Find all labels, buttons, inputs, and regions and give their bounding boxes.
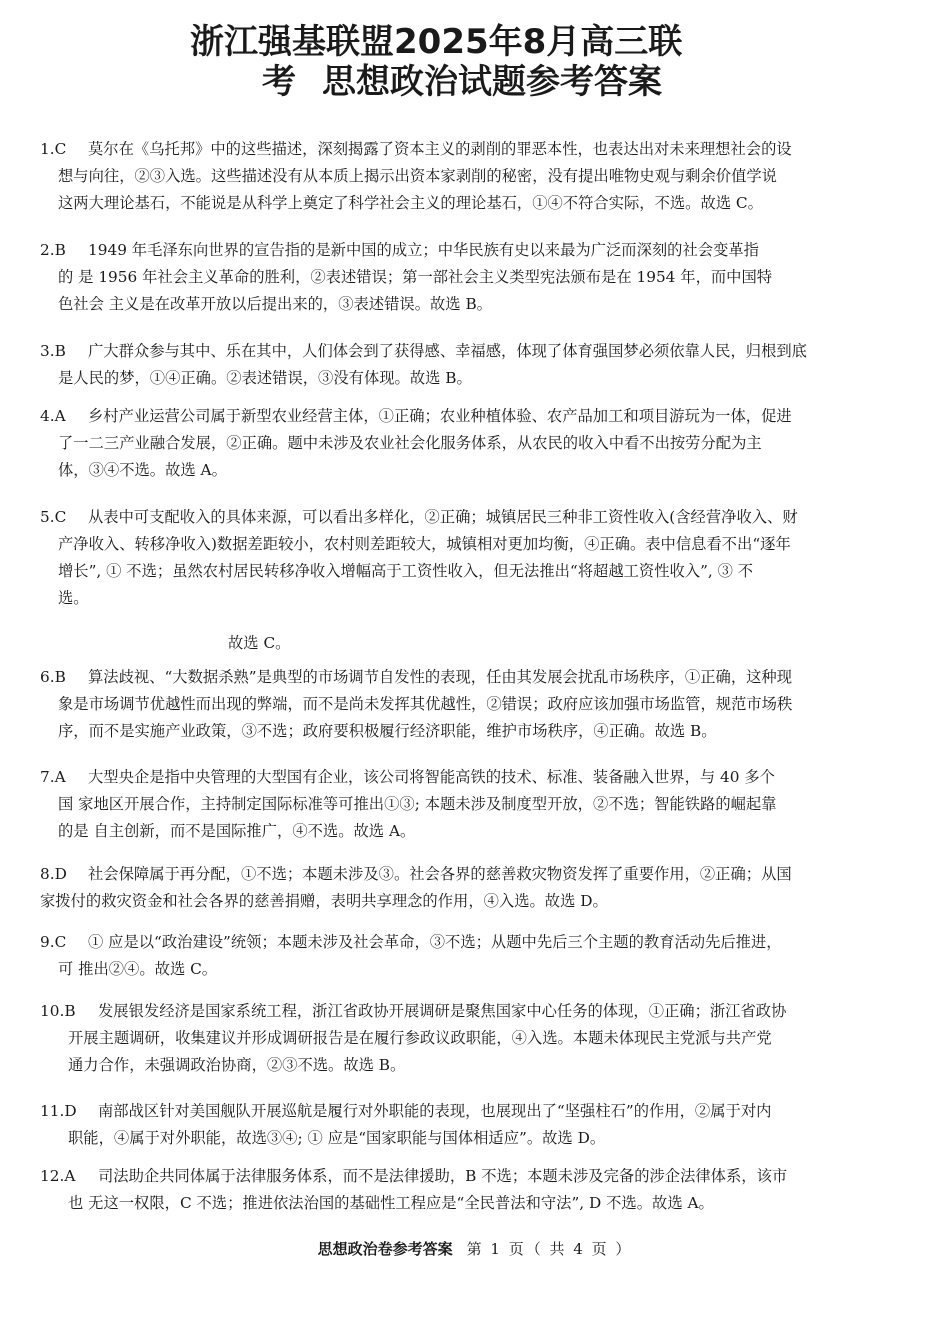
answer-text-line: 乡村产业运营公司属于新型农业经营主体，①正确；农业种植体验、农产品加工和项目游玩为一体，促进 — [88, 407, 792, 425]
answer-9 — [40, 929, 908, 983]
answer-5-conclusion: 故选 C。 — [228, 634, 291, 652]
answer-text-line: 也 无这一权限，C 不选；推进依法治国的基础性工程应是“全民普法和守法”, D 不选。故选 A。 — [68, 1194, 714, 1212]
footer-page-info: 第 1 页（ 共 4 页 ） — [466, 1240, 633, 1258]
answer-text-line: 可 推出②④。故选 C。 — [58, 960, 218, 978]
answer-text-line: 这两大理论基石，不能说是从科学上奠定了科学社会主义的理论基石，①④不符合实际，不选。故选 C。 — [58, 194, 763, 212]
answer-number: 4.A — [40, 407, 66, 425]
answer-text-line: 象是市场调节优越性而出现的弊端，而不是尚未发挥其优越性，②错误；政府应该加强市场监管，规范市场秩 — [58, 695, 793, 713]
answer-text-line: 增长”, ① 不选；虽然农村居民转移净收入增幅高于工资性收入，但无法推出“将超越工资性收入”, ③ 不 — [58, 562, 754, 580]
answer-text-line: 了一二三产业融合发展，②正确。题中未涉及农业社会化服务体系，从农民的收入中看不出按劳分配为主 — [58, 434, 762, 452]
answer-11 — [40, 1098, 908, 1152]
answer-text-line: 开展主题调研，收集建议并形成调研报告是在履行参政议政职能，④入选。本题未体现民主党派与共产党 — [68, 1029, 772, 1047]
answer-number: 12.A — [40, 1167, 76, 1185]
page-title-kao: 考 — [262, 62, 296, 102]
answer-text-line: 产净收入、转移净收入)数据差距较小，农村则差距较大，城镇相对更加均衡，④正确。表中信息看不出“逐年 — [58, 535, 791, 553]
answer-text-line: 算法歧视、“大数据杀熟”是典型的市场调节自发性的表现，任由其发展会扰乱市场秩序，①正确，这种现 — [88, 668, 793, 686]
answer-5 — [40, 504, 908, 612]
answer-number: 2.B — [40, 241, 66, 259]
answer-text-line: 选。 — [58, 589, 89, 607]
page-title-line-1: 浙江强基联盟2025年8月高三联 — [190, 22, 683, 62]
answer-text-line: 体，③④不选。故选 A。 — [58, 461, 227, 479]
answer-number: 8.D — [40, 865, 67, 883]
answer-text-line: 想与向往，②③入选。这些描述没有从本质上揭示出资本家剥削的秘密，没有提出唯物史观与剩余价值学说 — [58, 167, 777, 185]
answer-text-line: 从表中可支配收入的具体来源，可以看出多样化，②正确；城镇居民三种非工资性收入(含经营净收入、财 — [88, 508, 798, 526]
page-title-line-2 — [262, 62, 950, 102]
answer-text-line: 的 是 1956 年社会主义革命的胜利，②表述错误；第一部社会主义类型宪法颁布是在 1954 年，而中国特 — [58, 268, 773, 286]
page-title-subject: 思想政治试题参考答案 — [322, 62, 662, 102]
footer-doc-name: 思想政治卷参考答案 — [317, 1240, 453, 1258]
answer-number: 9.C — [40, 933, 67, 951]
answer-text-line: 发展银发经济是国家系统工程，浙江省政协开展调研是聚焦国家中心任务的体现，①正确；浙江省政协 — [98, 1002, 787, 1020]
answer-text-line: 莫尔在《乌托邦》中的这些描述，深刻揭露了资本主义的剥削的罪恶本性，也表达出对未来理想社会的设 — [88, 140, 792, 158]
answer-number: 6.B — [40, 668, 66, 686]
answer-number: 5.C — [40, 508, 67, 526]
answer-text-line: 职能，④属于对外职能，故选③④; ① 应是“国家职能与国体相适应”。故选 D。 — [68, 1129, 606, 1147]
answer-text-line: 司法助企共同体属于法律服务体系，而不是法律援助，B 不选；本题未涉及完备的涉企法律体系，该市 — [98, 1167, 788, 1185]
answer-text-line: 广大群众参与其中、乐在其中，人们体会到了获得感、幸福感，体现了体育强国梦必须依靠人民，归根到底 — [88, 342, 807, 360]
answer-text-line: 国 家地区开展合作，主持制定国际标准等可推出①③; 本题未涉及制度型开放，②不选；智能铁路的崛起靠 — [58, 795, 777, 813]
answer-text-line: 大型央企是指中央管理的大型国有企业，该公司将智能高铁的技术、标准、装备融入世界，与 40 多个 — [88, 768, 775, 786]
answer-4 — [40, 403, 908, 484]
answer-text-line: 社会保障属于再分配，①不选；本题未涉及③。社会各界的慈善救灾物资发挥了重要作用，②正确；从国 — [88, 865, 792, 883]
answer-number: 3.B — [40, 342, 66, 360]
answer-1 — [40, 136, 908, 217]
answer-7 — [40, 764, 908, 845]
answer-number: 7.A — [40, 768, 66, 786]
answer-text-line: 家拨付的救灾资金和社会各界的慈善捐赠，表明共享理念的作用，④入选。故选 D。 — [40, 892, 608, 910]
answer-number: 10.B — [40, 1002, 76, 1020]
page-footer — [0, 1238, 950, 1260]
answer-text-line: 1949 年毛泽东向世界的宣告指的是新中国的成立；中华民族有史以来最为广泛而深刻的社会变革指 — [88, 241, 759, 259]
answer-text-line: 色社会 主义是在改革开放以后提出来的，③表述错误。故选 B。 — [58, 295, 492, 313]
answer-text-line: 南部战区针对美国舰队开展巡航是履行对外职能的表现，也展现出了“坚强柱石”的作用，②属于对内 — [98, 1102, 772, 1120]
answer-8 — [40, 861, 908, 915]
answer-text-line: 序，而不是实施产业政策，③不选；政府要积极履行经济职能，维护市场秩序，④正确。故选 B。 — [58, 722, 717, 740]
answer-text-line: ① 应是以“政治建设”统领；本题未涉及社会革命，③不选；从题中先后三个主题的教育活动先后推进， — [88, 933, 782, 951]
answer-number: 11.D — [40, 1102, 77, 1120]
answer-text-line: 的是 自主创新，而不是国际推广，④不选。故选 A。 — [58, 822, 416, 840]
answer-number: 1.C — [40, 140, 67, 158]
answer-6 — [40, 664, 908, 745]
answer-2 — [40, 237, 908, 318]
answer-3 — [40, 338, 908, 392]
answer-12 — [40, 1163, 908, 1217]
answer-text-line: 通力合作，未强调政治协商，②③不选。故选 B。 — [68, 1056, 406, 1074]
answer-10 — [40, 998, 908, 1079]
answer-text-line: 是人民的梦，①④正确。②表述错误，③没有体现。故选 B。 — [58, 369, 472, 387]
